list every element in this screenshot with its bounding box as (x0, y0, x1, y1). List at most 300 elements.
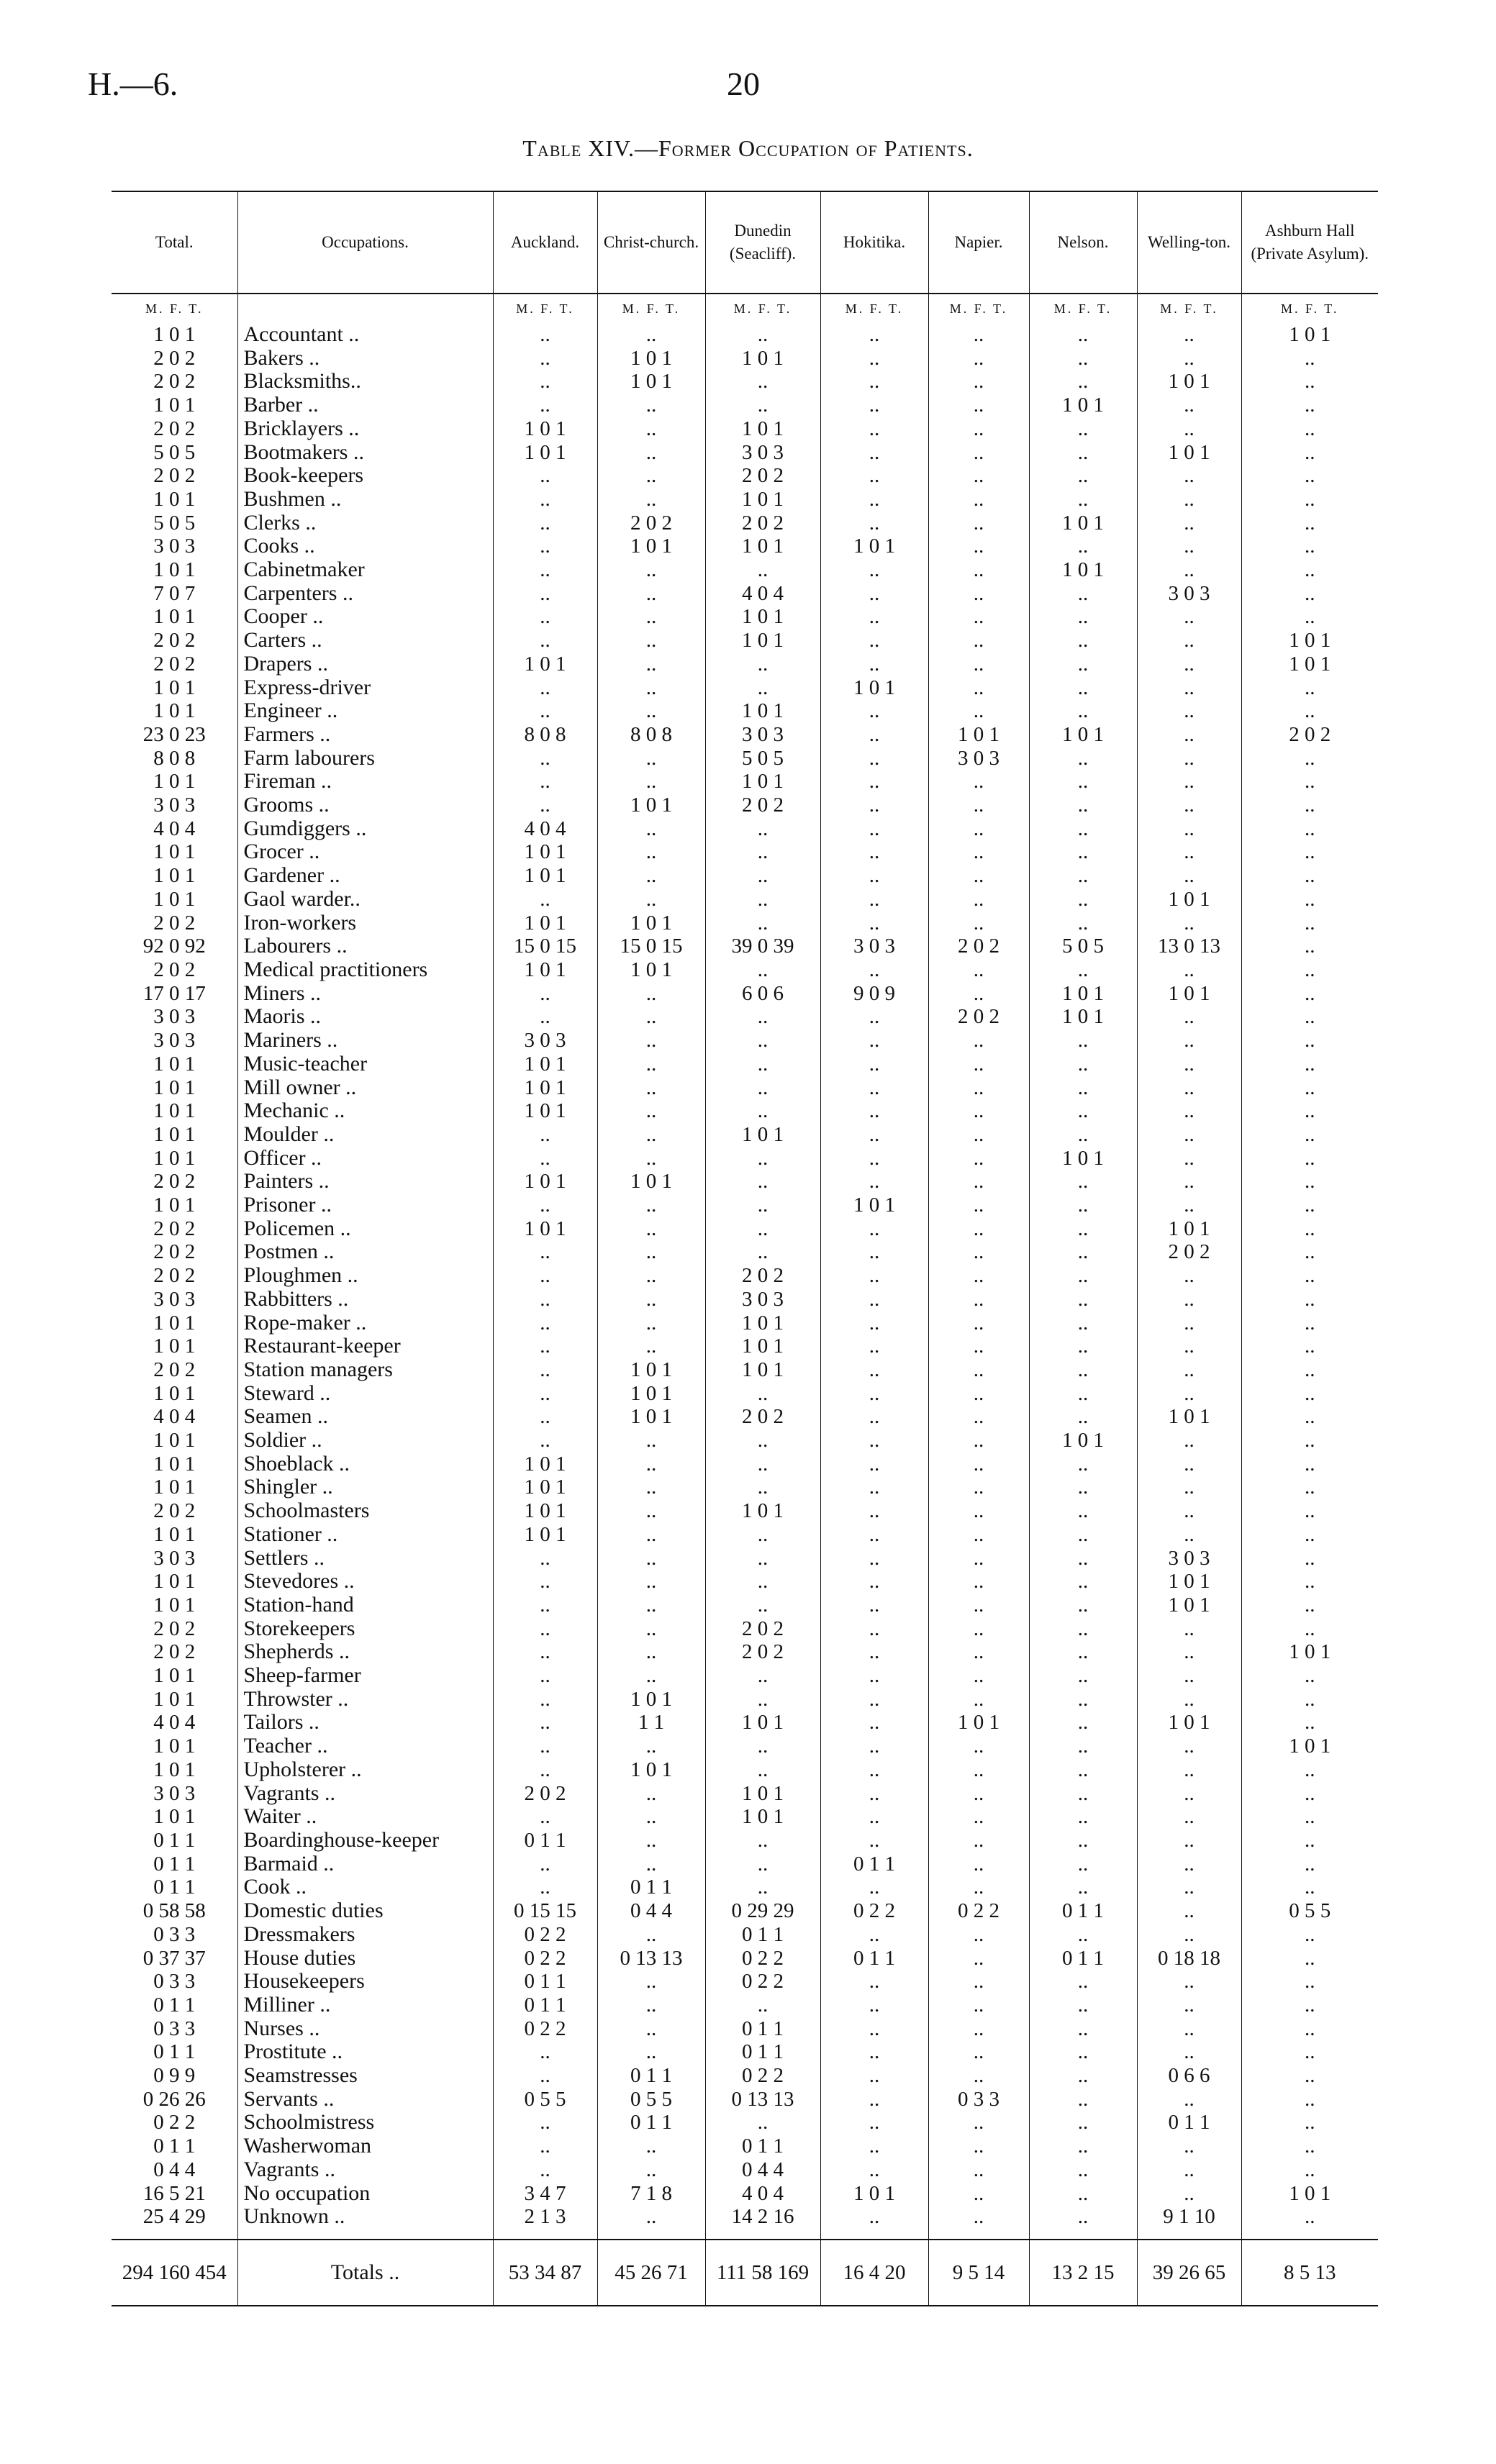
occupation-cell: Maoris .. (237, 1005, 493, 1029)
count-cell: .. (705, 958, 820, 982)
count-cell: .. (1029, 1311, 1137, 1335)
count-cell: .. (597, 1217, 705, 1241)
table-row (112, 2111, 1378, 2135)
table-row (112, 2158, 1378, 2182)
count-cell: .. (928, 1335, 1029, 1358)
spacer-cell (597, 2229, 705, 2240)
occupation-cell: Barber .. (237, 394, 493, 417)
subheader-cell: M. F. T. (1281, 301, 1339, 316)
count-cell: .. (493, 794, 597, 817)
count-cell: 16 5 21 (112, 2182, 237, 2206)
count-cell: .. (597, 1805, 705, 1829)
count-cell: .. (1029, 1405, 1137, 1429)
occupation-cell: Painters .. (237, 1170, 493, 1194)
count-cell: 0 1 1 (705, 2040, 820, 2064)
count-cell: 7 1 8 (597, 2182, 705, 2206)
occupation-cell: Upholsterer .. (237, 1758, 493, 1782)
count-cell: 1 0 1 (705, 488, 820, 512)
count-cell: .. (1137, 1311, 1241, 1335)
count-cell: 1 0 1 (1029, 394, 1137, 417)
count-cell: .. (928, 1876, 1029, 1899)
count-cell: .. (928, 441, 1029, 465)
count-cell: 0 18 18 (1137, 1947, 1241, 1970)
count-cell: .. (597, 888, 705, 912)
table-row (112, 1335, 1378, 1358)
count-cell: .. (705, 558, 820, 582)
occupation-cell: Bricklayers .. (237, 417, 493, 441)
count-cell: .. (928, 1664, 1029, 1688)
table-row (112, 582, 1378, 606)
count-cell: .. (493, 699, 597, 723)
count-cell: .. (493, 2158, 597, 2182)
count-cell: .. (597, 417, 705, 441)
count-cell: .. (597, 770, 705, 794)
occupation-cell: Seamen .. (237, 1405, 493, 1429)
occupation-cell: Blacksmiths.. (237, 370, 493, 394)
count-cell: .. (1305, 511, 1315, 535)
occupation-cell: Gumdiggers .. (237, 817, 493, 841)
count-cell: .. (493, 1758, 597, 1782)
count-cell: .. (1029, 2040, 1137, 2064)
count-cell: .. (597, 747, 705, 770)
count-cell: .. (820, 1358, 928, 1382)
count-cell: 1 0 1 (493, 1523, 597, 1547)
column-header: Auckland. (493, 191, 597, 294)
count-cell: 0 1 1 (493, 1829, 597, 1852)
table-row (112, 1194, 1378, 1217)
count-cell: .. (597, 1852, 705, 1876)
count-cell: .. (820, 2205, 928, 2229)
count-cell: .. (1137, 1852, 1241, 1876)
count-cell: .. (1305, 1993, 1315, 2017)
count-cell: 1 0 1 (705, 1805, 820, 1829)
count-cell: .. (493, 1264, 597, 1288)
count-cell: .. (928, 2158, 1029, 2182)
count-cell: 0 1 1 (705, 2017, 820, 2041)
count-cell: .. (1305, 911, 1315, 935)
count-cell: .. (1029, 1382, 1137, 1406)
count-cell: 4 0 4 (112, 1711, 237, 1735)
count-cell: .. (1029, 747, 1137, 770)
count-cell: .. (1305, 394, 1315, 417)
total-cell: 45 26 71 (597, 2240, 705, 2306)
count-cell: .. (820, 912, 928, 935)
count-cell: .. (1305, 1522, 1315, 1546)
column-header: Nelson. (1029, 191, 1137, 294)
count-cell: .. (928, 1053, 1029, 1076)
count-cell: .. (928, 2040, 1029, 2064)
count-cell: .. (597, 1923, 705, 1947)
count-cell: .. (1137, 770, 1241, 794)
count-cell: 2 0 2 (928, 1005, 1029, 1029)
count-cell: .. (820, 1288, 928, 1311)
count-cell: .. (1137, 1758, 1241, 1782)
count-cell: 1 0 1 (112, 1476, 237, 1499)
count-cell: .. (1029, 347, 1137, 370)
count-cell: 3 0 3 (820, 935, 928, 958)
count-cell: .. (820, 441, 928, 465)
table-row (112, 1947, 1378, 1970)
table-row (112, 1782, 1378, 1806)
table-row (112, 2182, 1378, 2206)
table-row (112, 1970, 1378, 1994)
count-cell: 2 0 2 (112, 417, 237, 441)
count-cell: 1 0 1 (493, 417, 597, 441)
occupation-cell: Teacher .. (237, 1735, 493, 1758)
count-cell: .. (1137, 958, 1241, 982)
count-cell: .. (493, 982, 597, 1006)
count-cell: .. (597, 2135, 705, 2158)
count-cell: .. (705, 1099, 820, 1123)
count-cell: 0 2 2 (493, 1923, 597, 1947)
count-cell: 1 0 1 (1289, 323, 1331, 346)
table-row (112, 912, 1378, 935)
count-cell: .. (1305, 2040, 1315, 2064)
count-cell: 1 0 1 (705, 605, 820, 629)
count-cell: 4 0 4 (493, 817, 597, 841)
count-cell: .. (820, 1170, 928, 1194)
count-cell: .. (1137, 2088, 1241, 2111)
count-cell: .. (493, 1123, 597, 1147)
count-cell: .. (1305, 1476, 1315, 1499)
occupation-cell: Grocer .. (237, 840, 493, 864)
count-cell: .. (705, 676, 820, 700)
count-cell: 1 0 1 (597, 794, 705, 817)
count-cell: 1 0 1 (705, 1711, 820, 1735)
count-cell: .. (597, 817, 705, 841)
table-row (112, 1852, 1378, 1876)
count-cell: .. (705, 1076, 820, 1100)
count-cell: .. (820, 464, 928, 488)
count-cell: 1 0 1 (112, 1664, 237, 1688)
count-cell: .. (1029, 441, 1137, 465)
count-cell: .. (1137, 1264, 1241, 1288)
count-cell: .. (1029, 1782, 1137, 1806)
count-cell: .. (1137, 1005, 1241, 1029)
count-cell: 0 1 1 (112, 1829, 237, 1852)
count-cell: 1 0 1 (112, 558, 237, 582)
count-cell: .. (1305, 676, 1315, 699)
occupation-cell: Barmaid .. (237, 1852, 493, 1876)
count-cell: 1 0 1 (1029, 982, 1137, 1006)
count-cell: 1 0 1 (112, 1076, 237, 1100)
document-reference: H.—6. (88, 65, 178, 102)
count-cell: 14 2 16 (705, 2205, 820, 2229)
count-cell: .. (705, 1523, 820, 1547)
count-cell: .. (1305, 1876, 1315, 1899)
count-cell: .. (820, 1147, 928, 1170)
count-cell: .. (820, 1123, 928, 1147)
count-cell: .. (1137, 488, 1241, 512)
occupation-cell: Waiter .. (237, 1805, 493, 1829)
table-row (112, 1476, 1378, 1499)
occupation-cell: Engineer .. (237, 699, 493, 723)
count-cell: .. (1137, 1382, 1241, 1406)
subheader-cell: M. F. T. (705, 294, 820, 323)
count-cell: .. (1305, 1452, 1315, 1476)
count-cell: .. (597, 488, 705, 512)
count-cell: 1 0 1 (112, 323, 237, 347)
count-cell: .. (1305, 981, 1315, 1005)
count-cell: 1 1 (597, 1711, 705, 1735)
count-cell: .. (928, 1240, 1029, 1264)
occupation-cell: Stationer .. (237, 1523, 493, 1547)
count-cell: 0 1 1 (112, 1876, 237, 1899)
count-cell: .. (1029, 676, 1137, 700)
count-cell: 2 0 2 (112, 464, 237, 488)
count-cell: 1 0 1 (597, 1170, 705, 1194)
count-cell: .. (820, 2135, 928, 2158)
count-cell: 1 0 1 (1029, 558, 1137, 582)
count-cell: .. (597, 464, 705, 488)
occupation-cell: Domestic duties (237, 1899, 493, 1923)
column-header: Occupations. (237, 191, 493, 294)
totals-row (112, 2240, 1378, 2306)
occupation-cell: Ploughmen .. (237, 1264, 493, 1288)
count-cell: .. (1305, 1593, 1315, 1617)
occupation-cell: Steward .. (237, 1382, 493, 1406)
count-cell: .. (1137, 2017, 1241, 2041)
count-cell: .. (1137, 1617, 1241, 1641)
count-cell: 1 0 1 (705, 1782, 820, 1806)
table-row (112, 653, 1378, 676)
count-cell: 9 1 10 (1137, 2205, 1241, 2229)
count-cell: .. (1029, 1523, 1137, 1547)
count-cell: .. (493, 464, 597, 488)
count-cell: .. (705, 1147, 820, 1170)
count-cell: 0 1 1 (1137, 2111, 1241, 2135)
count-cell: 0 1 1 (597, 2064, 705, 2088)
count-cell: 4 0 4 (705, 582, 820, 606)
count-cell: 1 0 1 (705, 770, 820, 794)
count-cell: 1 0 1 (493, 1099, 597, 1123)
count-cell: .. (1305, 1499, 1315, 1523)
count-cell: .. (597, 1970, 705, 1994)
count-cell: .. (1137, 558, 1241, 582)
count-cell: 1 0 1 (820, 676, 928, 700)
count-cell: 0 1 1 (1029, 1947, 1137, 1970)
count-cell: .. (1029, 1876, 1137, 1899)
table-row (112, 535, 1378, 558)
occupation-cell: Unknown .. (237, 2205, 493, 2229)
count-cell: .. (597, 1499, 705, 1523)
occupation-cell: Washerwoman (237, 2135, 493, 2158)
table-row (112, 817, 1378, 841)
spacer-cell (237, 2229, 493, 2240)
count-cell: .. (1305, 346, 1315, 370)
count-cell: .. (928, 417, 1029, 441)
count-cell: .. (705, 1664, 820, 1688)
column-header-row (112, 191, 1378, 294)
count-cell: .. (1305, 1076, 1315, 1099)
count-cell: .. (1305, 1687, 1315, 1711)
count-cell: .. (493, 1735, 597, 1758)
count-cell: 6 0 6 (705, 982, 820, 1006)
count-cell: 1 0 1 (705, 347, 820, 370)
occupation-cell: Moulder .. (237, 1123, 493, 1147)
count-cell: 1 0 1 (112, 1429, 237, 1453)
count-cell: 1 0 1 (597, 370, 705, 394)
count-cell: .. (705, 1594, 820, 1617)
column-header: Christ-church. (597, 191, 705, 294)
count-cell: .. (1029, 1053, 1137, 1076)
count-cell: 0 29 29 (705, 1899, 820, 1923)
count-cell: 1 0 1 (493, 653, 597, 676)
count-cell: .. (928, 323, 1029, 347)
count-cell: .. (820, 1382, 928, 1406)
count-cell: .. (1305, 1240, 1315, 1264)
count-cell: .. (493, 1429, 597, 1453)
count-cell: .. (493, 1688, 597, 1711)
count-cell: 1 0 1 (112, 1099, 237, 1123)
count-cell: 2 0 2 (705, 512, 820, 535)
count-cell: .. (493, 1664, 597, 1688)
table-row (112, 1547, 1378, 1570)
count-cell: .. (1029, 794, 1137, 817)
count-cell: 1 0 1 (597, 958, 705, 982)
count-cell: .. (820, 1099, 928, 1123)
count-cell: .. (1029, 629, 1137, 653)
table-row (112, 1829, 1378, 1852)
occupation-cell: Dressmakers (237, 1923, 493, 1947)
count-cell: .. (820, 512, 928, 535)
count-cell: .. (705, 1005, 820, 1029)
count-cell: .. (597, 699, 705, 723)
count-cell: 0 4 4 (597, 1899, 705, 1923)
count-cell: 8 0 8 (112, 747, 237, 770)
occupation-cell: Mechanic .. (237, 1099, 493, 1123)
count-cell: .. (1029, 2064, 1137, 2088)
count-cell: 1 0 1 (112, 1570, 237, 1594)
occupation-cell: Gaol warder.. (237, 888, 493, 912)
count-cell: 1 0 1 (1029, 1147, 1137, 1170)
count-cell: .. (597, 605, 705, 629)
count-cell: 0 3 3 (112, 1923, 237, 1947)
count-cell: .. (705, 1029, 820, 1053)
table-row (112, 1711, 1378, 1735)
count-cell: .. (1137, 512, 1241, 535)
count-cell: .. (820, 1735, 928, 1758)
count-cell: 1 0 1 (112, 1311, 237, 1335)
count-cell: .. (1029, 1076, 1137, 1100)
count-cell: .. (1029, 1123, 1137, 1147)
count-cell: .. (493, 2064, 597, 2088)
count-cell: .. (1029, 888, 1137, 912)
occupation-cell: Policemen .. (237, 1217, 493, 1241)
count-cell: .. (493, 888, 597, 912)
occupation-cell: Rabbitters .. (237, 1288, 493, 1311)
count-cell: .. (1305, 2087, 1315, 2111)
count-cell: 3 0 3 (112, 535, 237, 558)
count-cell: .. (705, 864, 820, 888)
count-cell: .. (1029, 1852, 1137, 1876)
count-cell: .. (1137, 1735, 1241, 1758)
count-cell: 0 2 2 (493, 1947, 597, 1970)
occupation-cell: Schoolmistress (237, 2111, 493, 2135)
occupation-cell: Restaurant-keeper (237, 1335, 493, 1358)
count-cell: 3 0 3 (112, 794, 237, 817)
count-cell: .. (928, 582, 1029, 606)
count-cell: .. (1029, 1476, 1137, 1499)
count-cell: .. (1305, 1264, 1315, 1288)
count-cell: 0 2 2 (705, 2064, 820, 2088)
occupation-cell: Postmen .. (237, 1240, 493, 1264)
total-cell: 8 5 13 (1241, 2240, 1378, 2306)
count-cell: .. (928, 1547, 1029, 1570)
count-cell: .. (1305, 1005, 1315, 1029)
count-cell: .. (1137, 1453, 1241, 1476)
count-cell: .. (820, 653, 928, 676)
spacer-cell (705, 2229, 820, 2240)
subheader-cell: M. F. T. (928, 294, 1029, 323)
count-cell: .. (1029, 1217, 1137, 1241)
count-cell: .. (1029, 1335, 1137, 1358)
count-cell: .. (1305, 864, 1315, 888)
count-cell: .. (1305, 1217, 1315, 1240)
count-cell: .. (1137, 747, 1241, 770)
table-row (112, 1053, 1378, 1076)
count-cell: .. (1137, 1076, 1241, 1100)
count-cell: .. (820, 1923, 928, 1947)
table-row (112, 1994, 1378, 2017)
subheader-cell: M. F. T. (112, 294, 237, 323)
count-cell: 0 2 2 (493, 2017, 597, 2041)
count-cell: 1 0 1 (597, 1758, 705, 1782)
count-cell: 4 0 4 (705, 2182, 820, 2206)
count-cell: .. (1305, 935, 1315, 958)
table-row (112, 958, 1378, 982)
subheader-cell: M. F. T. (820, 294, 928, 323)
count-cell: .. (820, 1640, 928, 1664)
spacer-cell (928, 2229, 1029, 2240)
count-cell: .. (705, 394, 820, 417)
count-cell: .. (1305, 1146, 1315, 1170)
count-cell: .. (1029, 1594, 1137, 1617)
count-cell: .. (597, 1076, 705, 1100)
count-cell: .. (820, 1994, 928, 2017)
count-cell: .. (1137, 605, 1241, 629)
count-cell: .. (1029, 605, 1137, 629)
count-cell: .. (928, 958, 1029, 982)
count-cell: .. (928, 817, 1029, 841)
count-cell: 0 1 1 (112, 1994, 237, 2017)
count-cell: 3 0 3 (928, 747, 1029, 770)
occupation-cell: Carpenters .. (237, 582, 493, 606)
table-row (112, 1240, 1378, 1264)
count-cell: .. (928, 1947, 1029, 1970)
count-cell: .. (1029, 1288, 1137, 1311)
count-cell: 1 0 1 (820, 2182, 928, 2206)
count-cell: .. (1305, 370, 1315, 394)
count-cell: .. (1305, 1405, 1315, 1429)
occupation-cell: Settlers .. (237, 1547, 493, 1570)
table-row (112, 1005, 1378, 1029)
count-cell: .. (820, 723, 928, 747)
occupation-cell: Grooms .. (237, 794, 493, 817)
count-cell: .. (820, 1594, 928, 1617)
count-cell: .. (820, 1617, 928, 1641)
occupation-cell: Shoeblack .. (237, 1453, 493, 1476)
count-cell: .. (705, 1547, 820, 1570)
count-cell: .. (493, 1711, 597, 1735)
count-cell: .. (928, 2135, 1029, 2158)
table-row (112, 794, 1378, 817)
count-cell: .. (820, 2111, 928, 2135)
spacer-cell (1029, 2229, 1137, 2240)
occupation-cell: Miners .. (237, 982, 493, 1006)
count-cell: .. (928, 840, 1029, 864)
count-cell: 1 0 1 (597, 912, 705, 935)
